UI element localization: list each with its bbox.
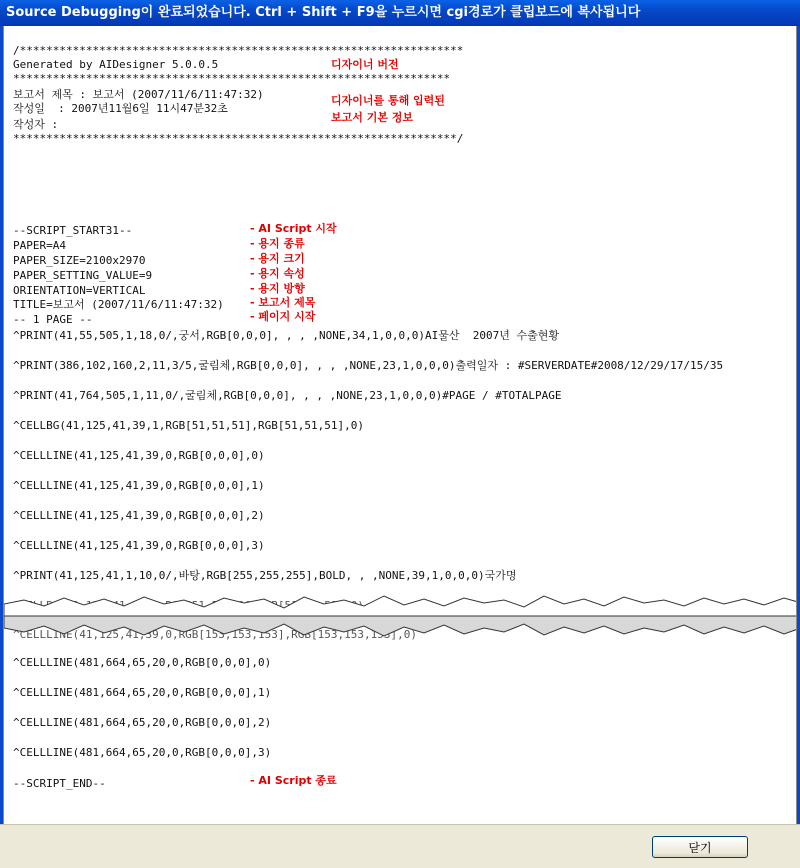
torn-script-line: ^CELLLINE(41,125,41,39,0,RGB[153,153,153],RGB[153,153,153],0): [13, 628, 417, 641]
script-paper-size: PAPER_SIZE=2100x2970: [13, 254, 146, 267]
script-paper: PAPER=A4: [13, 239, 66, 252]
window-title: Source Debugging이 완료되었습니다. Ctrl + Shift + F9을 누르시면 cgi경로가 클립보드에 복사됩니다: [0, 0, 800, 26]
report-title: 보고서 제목 : 보고서 (2007/11/6/11:47:32): [13, 88, 264, 101]
script-line: ^CELLLINE(41,125,41,39,0,RGB[0,0,0],0): [13, 449, 265, 462]
note-script-start: - AI Script 시작: [250, 222, 337, 235]
script-paper-setting: PAPER_SETTING_VALUE=9: [13, 269, 153, 282]
note-title: - 보고서 제목: [250, 296, 316, 309]
script-page: -- 1 PAGE --: [13, 313, 93, 326]
note-version: 디자이너 버전: [331, 58, 399, 71]
script-line: ^PRINT(41,125,41,1,10,0/,바탕,RGB[255,255,255],BOLD, , ,NONE,39,1,0,0,0)국가명: [13, 569, 517, 582]
script-line: ^CELLLINE(481,664,65,20,0,RGB[0,0,0],2): [13, 716, 272, 729]
script-line: ^PRINT(41,55,505,1,18,0/,궁서,RGB[0,0,0], , , ,NONE,34,1,0,0,0)AI물산 2007년 수출현황: [13, 329, 559, 342]
header-border-top: /*******************************************************************: [13, 44, 464, 57]
note-orientation: - 용지 방향: [250, 282, 305, 295]
generated-by: Generated by AIDesigner 5.0.0.5: [13, 58, 219, 71]
script-title: TITLE=보고서 (2007/11/6/11:47:32): [13, 298, 224, 311]
script-start: --SCRIPT_START31--: [13, 224, 133, 237]
torn-edge-graphic: [4, 584, 797, 654]
script-line: ^CELLLINE(481,664,65,20,0,RGB[0,0,0],1): [13, 686, 272, 699]
script-line: ^CELLLINE(481,664,65,20,0,RGB[0,0,0],3): [13, 746, 272, 759]
script-end: --SCRIPT_END--: [13, 777, 106, 790]
source-view[interactable]: [3, 26, 797, 824]
header-border-mid: ******************************************************************: [13, 72, 451, 85]
note-page-start: - 페이지 시작: [250, 310, 316, 323]
note-script-end: - AI Script 종료: [250, 774, 337, 787]
script-line: ^CELLLINE(41,125,41,39,0,RGB[0,0,0],2): [13, 509, 265, 522]
script-line: ^PRINT(41,764,505,1,11,0/,굴림체,RGB[0,0,0], , , ,NONE,23,1,0,0,0)#PAGE / #TOTALPAGE: [13, 389, 562, 402]
script-orientation: ORIENTATION=VERTICAL: [13, 284, 146, 297]
note-paper-size: - 용지 크기: [250, 252, 305, 265]
script-line: ^CELLBG(41,125,41,39,1,RGB[51,51,51],RGB[51,51,51],0): [13, 419, 364, 432]
author: 작성자 :: [13, 118, 59, 131]
created-date: 작성일 : 2007년11월6일 11시47분32초: [13, 102, 228, 115]
script-line: ^PRINT(386,102,160,2,11,3/5,굴림체,RGB[0,0,0], , , ,NONE,23,1,0,0,0)출력일자 : #SERVERDATE#2008/12/29/17/15/35: [13, 359, 724, 372]
button-bar: [0, 824, 800, 868]
note-input-line2: 보고서 기본 정보: [331, 111, 414, 124]
header-border-bottom: *******************************************************************/: [13, 132, 464, 145]
close-button[interactable]: 닫기: [652, 836, 748, 858]
script-line: ^CELLLINE(41,125,41,39,0,RGB[0,0,0],3): [13, 539, 265, 552]
note-input-line1: 디자이너를 통해 입력된: [331, 94, 445, 107]
note-paper-type: - 용지 종류: [250, 237, 305, 250]
note-paper-setting: - 용지 속성: [250, 267, 305, 280]
script-line: ^CELLLINE(41,125,41,39,0,RGB[0,0,0],1): [13, 479, 265, 492]
script-line: ^CELLLINE(481,664,65,20,0,RGB[0,0,0],0): [13, 656, 272, 669]
